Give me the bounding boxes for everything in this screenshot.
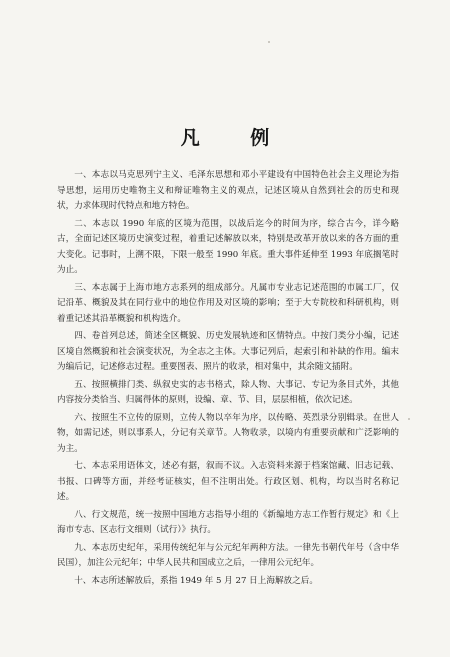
guideline-paragraph-9: 九、本志历史纪年，采用传统纪年与公元纪年两种方法。一律先书朝代年号（含中华民国），加注公元纪年；中华人民共和国成立之后，一律用公元纪年。 bbox=[57, 542, 399, 568]
scan-speck bbox=[408, 418, 410, 420]
guideline-paragraph-3: 三、本志属于上海市地方志系列的组成部分。凡属市专业志记述范围的市属工厂，仅记沿革、概貌及其在同行业中的地位作用及对区境的影响；至于大专院校和科研机构，则着重记述其沿革概貌和机构选介。 bbox=[57, 282, 399, 324]
guideline-paragraph-1: 一、本志以马克思列宁主义、毛泽东思想和邓小平建设有中国特色社会主义理论为指导思想，运用历史唯物主义和辩证唯物主义的观点，记述区境从自然到社会的历史和现状，力求体现时代特点和地方特色。 bbox=[57, 170, 399, 211]
page-title: 凡 例 bbox=[180, 127, 292, 149]
guideline-paragraph-7: 七、本志采用语体文，述必有据，叙而不议。入志资料来源于档案馆藏、旧志记载、书报、口碑等方面，并经考证核实，但不注明出处。行政区划、机构，均以当时名称记述。 bbox=[57, 461, 399, 502]
guideline-paragraph-4: 四、卷首列总述，简述全区概貌、历史发展轨迹和区情特点。中按门类分小编，记述区境自然概貌和社会演变状况，为全志之主体。大事记列后，起索引和补缺的作用。编末为编后记，记述修志过程。重要图表、照片的收录，相对集中，其余随文插附。 bbox=[57, 331, 399, 372]
guideline-paragraph-6: 六、按照生不立传的原则，立传人物以卒年为序，以传略、英烈录分别辑录。在世人物，如需记述，则以事系人，分记有关章节。人物收录，以境内有重要贡献和广泛影响的为主。 bbox=[57, 412, 399, 454]
guideline-paragraph-5: 五、按照横排门类、纵叙史实的志书格式，除人物、大事记、专记为条目式外，其他内容按分类恰当、归属得体的原则，设编、章、节、目，层层相植，依次记述。 bbox=[57, 379, 399, 405]
guideline-paragraph-2: 二、本志以 1990 年底的区境为范围，以战后迄今的时间为序，综合古今，详今略古，全面记述区境历史演变过程，着重记述解放以来，特别是改革开放以来的各方面的重大变化。记事时，上溯不限，下限一般至 1990 年底。重大事件延伸至 1993 年底搁笔时为止。 bbox=[57, 218, 399, 275]
scan-speck bbox=[268, 41, 270, 43]
document-body bbox=[57, 168, 399, 591]
guideline-paragraph-10: 十、本志所述解放后，系指 1949 年 5 月 27 日上海解放之后。 bbox=[74, 575, 318, 586]
guideline-paragraph-8: 八、行文规范，统一按照中国地方志指导小组的《新编地方志工作暂行规定》和《上海市专志、区志行文细则（试行）》执行。 bbox=[57, 509, 399, 535]
